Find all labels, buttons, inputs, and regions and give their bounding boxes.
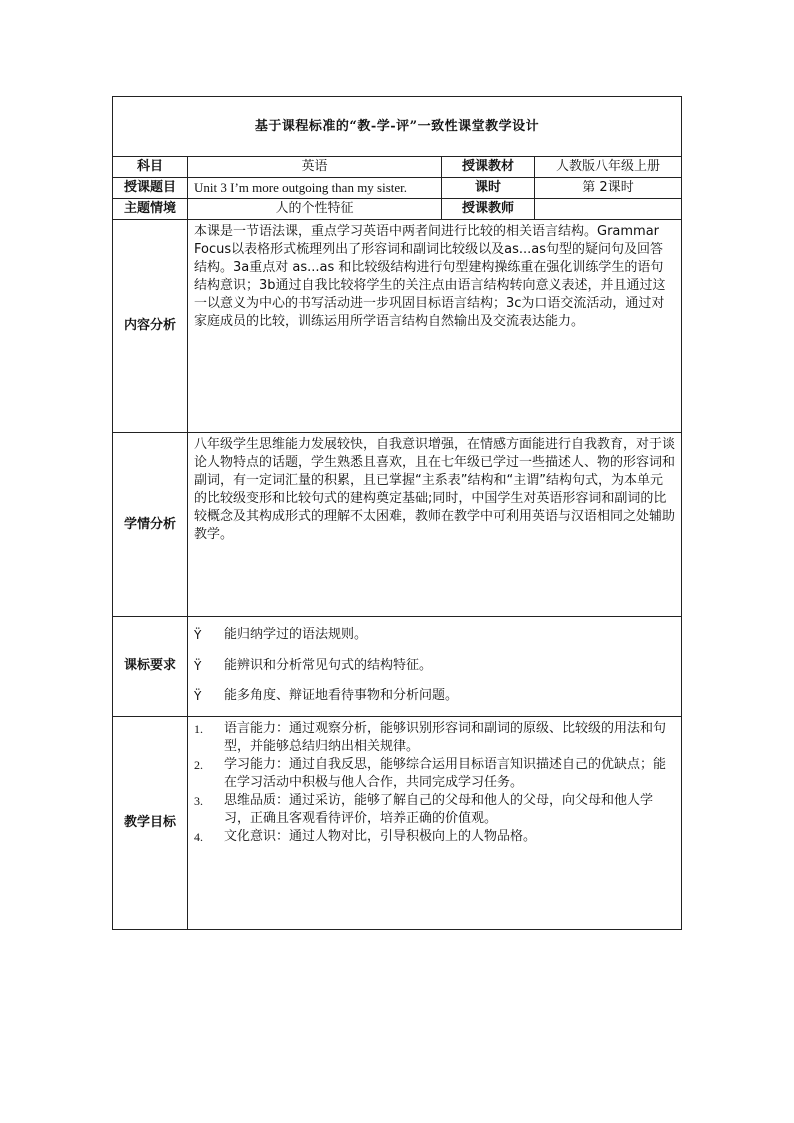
standards-label: 课标要求 [113, 617, 188, 717]
document-title: 基于课程标准的“教-学-评”一致性课堂教学设计 [113, 97, 682, 157]
list-item [194, 720, 675, 756]
goal-text: 思维品质：通过采访，能够了解自己的父母和他人的父母，向父母和他人学习，正确且客观看待评价，培养正确的价值观。 [224, 792, 654, 826]
list-item [194, 828, 675, 846]
student-analysis-cell [188, 433, 682, 617]
period-value: 第 2课时 [535, 178, 682, 199]
topic-label: 授课题目 [113, 178, 188, 199]
subject-value: 英语 [188, 157, 442, 178]
goal-text: 语言能力：通过观察分析，能够识别形容词和副词的原级、比较级的用法和句型，并能够总结归纳出相关规律。 [224, 720, 667, 754]
student-analysis-label: 学情分析 [113, 433, 188, 617]
lesson-design-table [112, 96, 682, 930]
goal-text: 学习能力：通过自我反思，能够综合运用目标语言知识描述自己的优缺点；能在学习活动中积极与他人合作，共同完成学习任务。 [224, 756, 667, 790]
textbook-value: 人教版八年级上册 [535, 157, 682, 178]
goal-number: 1. [194, 721, 203, 736]
period-label: 课时 [442, 178, 535, 199]
standard-item-text: 能辨识和分析常见句式的结构特征。 [224, 657, 433, 673]
teacher-label: 授课教师 [442, 199, 535, 220]
bullet-icon: Ÿ [194, 628, 202, 642]
list-item [194, 681, 675, 712]
goal-number: 2. [194, 757, 203, 772]
theme-value: 人的个性特征 [188, 199, 442, 220]
goal-text: 文化意识：通过人物对比，引导积极向上的人物品格。 [224, 828, 537, 844]
textbook-label: 授课教材 [442, 157, 535, 178]
list-item [194, 792, 675, 828]
goals-label: 教学目标 [113, 716, 188, 929]
list-item [194, 756, 675, 792]
list-item [194, 651, 675, 682]
content-analysis-label: 内容分析 [113, 220, 188, 433]
content-analysis-cell [188, 220, 682, 433]
subject-label: 科目 [113, 157, 188, 178]
teacher-value [535, 199, 682, 220]
standards-cell [188, 617, 682, 717]
goal-number: 4. [194, 829, 203, 844]
goal-number: 3. [194, 793, 203, 808]
topic-value: Unit 3 I’m more outgoing than my sister. [188, 178, 442, 199]
content-analysis-text: 本课是一节语法课，重点学习英语中两者间进行比较的相关语言结构。Grammar Focus以表格形式梳理列出了形容词和副词比较级以及as...as句型的疑问句及回答结构。3a重点对 as...as 和比较级结构进行句型建构操练重在强化训练学生的语句结构意识；3b通过自我比较将学生的关注点由语言结构转向意义表述，并且通过这一以意义为中心的书写活动进一步巩固目标语言结构；3c为口语交流活动，通过对家庭成员的比较，训练运用所学语言结构自然输出及交流表达能力。 [194, 224, 666, 329]
student-analysis-text: 八年级学生思维能力发展较快，自我意识增强，在情感方面能进行自我教育，对于谈论人物特点的话题，学生熟悉且喜欢，且在七年级已学过一些描述人、物的形容词和副词，有一定词汇量的积累，且已掌握“主系表”结构和“主谓”结构句式，为本单元的比较级变形和比较句式的建构奠定基础;同时，中国学生对英语形容词和副词的比较概念及其构成形式的理解不太困难，教师在教学中可利用英语与汉语相同之处辅助教学。 [194, 437, 676, 542]
goals-cell [188, 716, 682, 929]
standard-item-text: 能多角度、辩证地看待事物和分析问题。 [224, 688, 459, 703]
standard-item-text: 能归纳学过的语法规则。 [224, 627, 368, 642]
theme-label: 主题情境 [113, 199, 188, 220]
list-item [194, 620, 675, 651]
bullet-icon: Ÿ [194, 658, 202, 673]
bullet-icon: Ÿ [194, 689, 202, 703]
